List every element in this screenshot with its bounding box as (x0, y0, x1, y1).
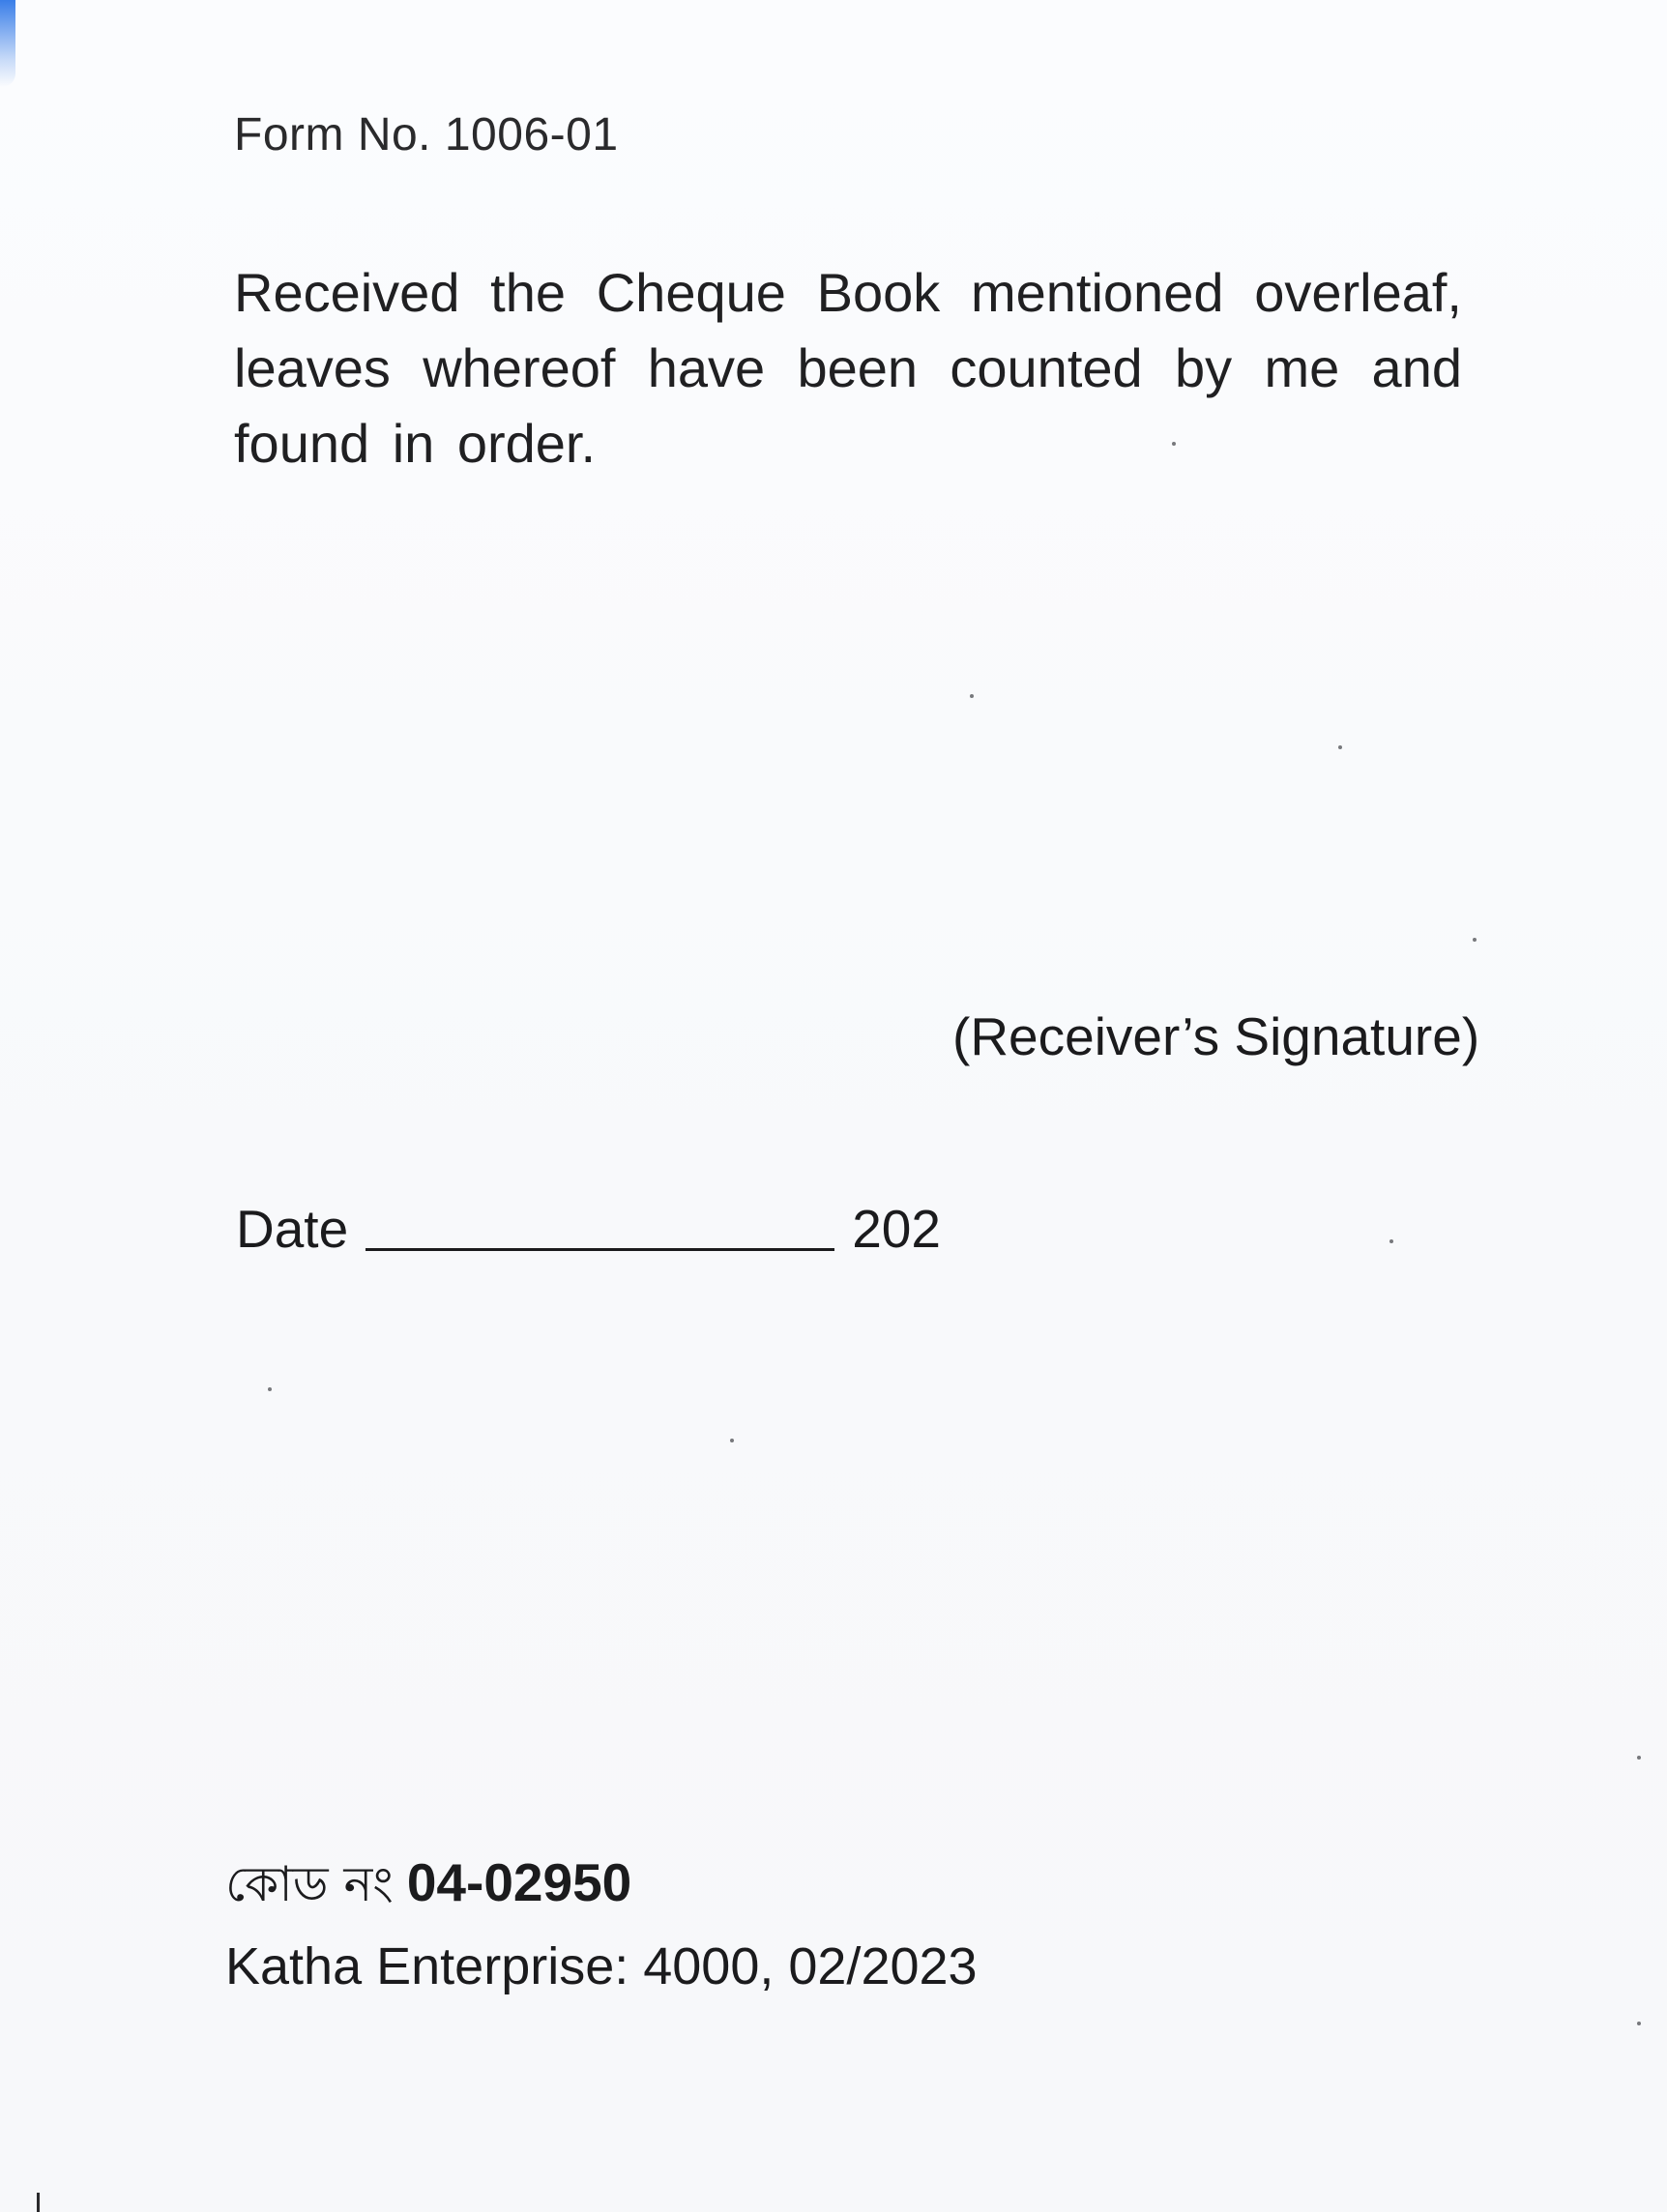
blue-edge-marking (0, 0, 15, 87)
code-label: কোড নং (225, 1856, 394, 1912)
date-row (236, 1195, 941, 1263)
code-row (225, 1848, 631, 1916)
code-number: 04-02950 (406, 1852, 632, 1912)
year-prefix: 202 (852, 1199, 941, 1259)
edge-mark (37, 2193, 40, 2212)
paper-speck (1637, 2022, 1641, 2025)
date-blank-line (366, 1248, 834, 1251)
date-label: Date (236, 1199, 349, 1259)
paper-speck (1389, 1239, 1393, 1243)
receipt-statement: Received the Cheque Book mentioned overleaf, leaves whereof have been counted by me and found in order. (234, 262, 1462, 474)
paper-speck (1338, 745, 1342, 749)
receiver-signature-label: (Receiver’s Signature) (952, 1006, 1480, 1066)
paper-speck (1473, 938, 1477, 942)
paper-speck (268, 1387, 272, 1391)
paper-speck (730, 1439, 734, 1442)
form-number: Form No. 1006-01 (234, 109, 619, 160)
paper-speck (970, 694, 974, 698)
paper-speck (1637, 1756, 1641, 1760)
printer-imprint: Katha Enterprise: 4000, 02/2023 (225, 1937, 978, 1995)
paper-speck (1172, 442, 1176, 446)
